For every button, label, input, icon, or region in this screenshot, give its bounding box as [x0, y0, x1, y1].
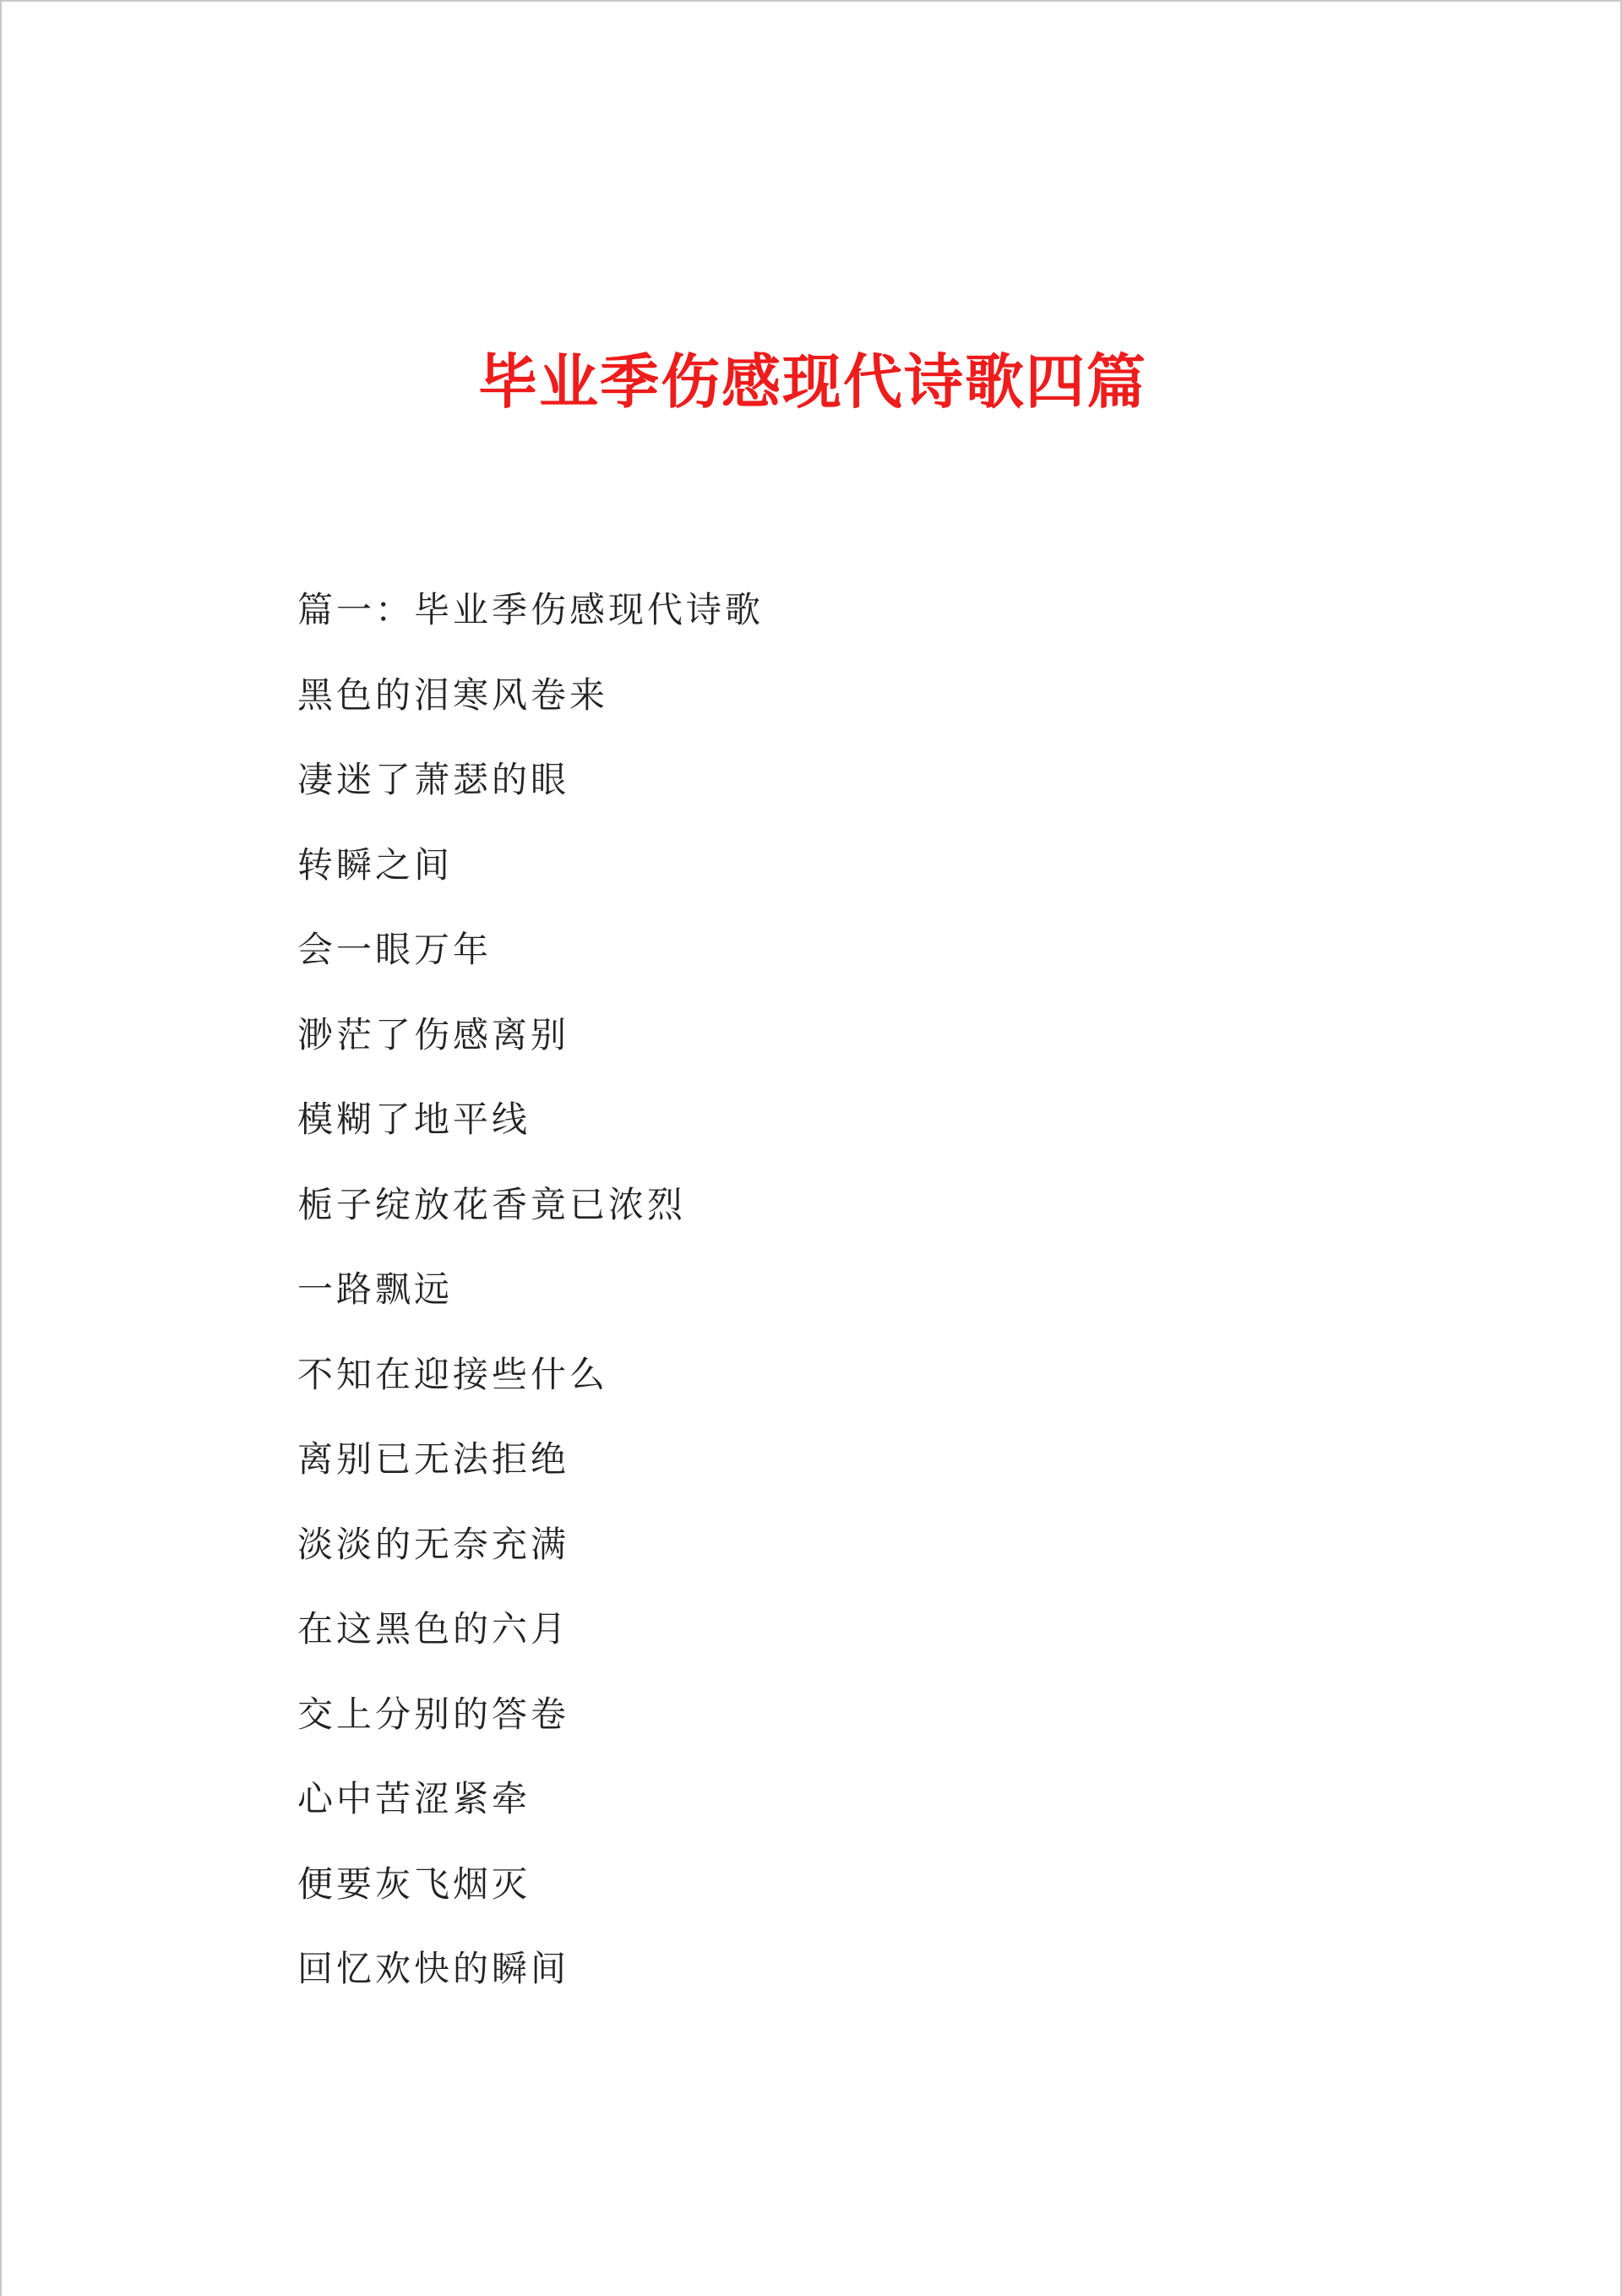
poem-line: 黑色的泪寒风卷来	[297, 674, 609, 716]
poem-line: 回忆欢快的瞬间	[297, 1948, 570, 1989]
poem-line: 交上分别的答卷	[297, 1693, 570, 1735]
poem-line: 渺茫了伤感离别	[297, 1013, 570, 1055]
poem-line: 转瞬之间	[297, 843, 454, 886]
poem-line: 一路飘远	[297, 1268, 454, 1310]
poem-line: 离别已无法拒绝	[297, 1438, 570, 1480]
poem-line: 在这黑色的六月	[297, 1608, 570, 1650]
poem-line: 淡淡的无奈充满	[297, 1523, 570, 1565]
poem-line: 凄迷了萧瑟的眼	[297, 759, 570, 800]
poem-line: 篇一：毕业季伤感现代诗歌	[297, 589, 765, 630]
poem-line: 便要灰飞烟灭	[297, 1862, 531, 1905]
poem-lines	[297, 570, 1396, 2014]
poem-line: 不知在迎接些什么	[297, 1353, 609, 1395]
document-title: 毕业季伤感现代诗歌四篇	[478, 346, 1147, 417]
poem-line: 会一眼万年	[297, 929, 493, 970]
poem-line: 栀子绽放花香竟已浓烈	[297, 1183, 687, 1225]
poem-line: 心中苦涩紧牵	[297, 1778, 531, 1819]
poem-line: 模糊了地平线	[297, 1099, 531, 1140]
